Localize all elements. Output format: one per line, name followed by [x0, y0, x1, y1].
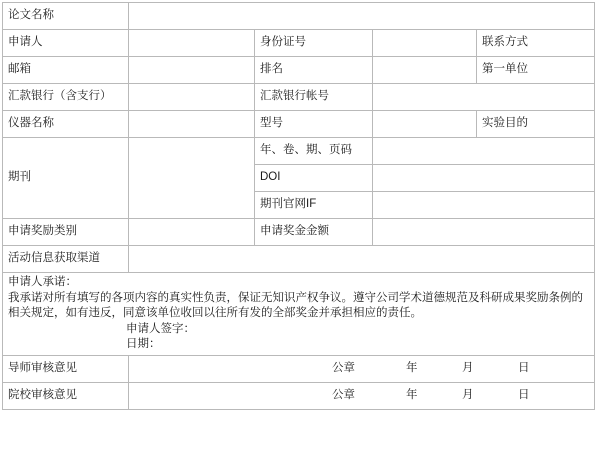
advisor-seal-label: 公章: [332, 361, 355, 374]
label-email: 邮箱: [3, 57, 129, 84]
label-id-number: 身份证号: [255, 30, 373, 57]
commitment-signature-label: 申请人签字：: [126, 322, 195, 335]
application-form-sheet: [2, 0, 598, 410]
institution-day-label: 日: [518, 388, 530, 401]
label-paper-title: 论文名称: [3, 3, 129, 30]
field-journal-if[interactable]: [373, 192, 595, 219]
commitment-block: [3, 273, 595, 356]
field-journal-year-volume[interactable]: [373, 138, 595, 165]
commitment-date-label: 日期：: [126, 338, 161, 351]
label-ranking: 排名: [255, 57, 373, 84]
field-instrument-name[interactable]: [129, 111, 255, 138]
approval-row-advisor: [3, 355, 595, 382]
field-model[interactable]: [373, 111, 477, 138]
table-row: [3, 111, 595, 138]
field-journal-doi[interactable]: [373, 165, 595, 192]
label-journal-year-volume: 年、卷、期、页码: [255, 138, 373, 165]
label-experiment-purpose: 实验目的: [477, 111, 595, 138]
table-row: [3, 57, 595, 84]
field-ranking[interactable]: [373, 57, 477, 84]
field-email[interactable]: [129, 57, 255, 84]
label-journal: 期刊: [3, 138, 129, 219]
label-advisor-opinion: 导师审核意见: [3, 355, 129, 382]
institution-month-label: 月: [462, 388, 474, 401]
label-model: 型号: [255, 111, 373, 138]
field-journal[interactable]: [129, 138, 255, 219]
label-applicant: 申请人: [3, 30, 129, 57]
label-award-amount: 申请奖金金额: [255, 219, 373, 246]
label-award-category: 申请奖励类别: [3, 219, 129, 246]
field-activity-channel[interactable]: [129, 246, 595, 273]
institution-year-label: 年: [406, 388, 418, 401]
label-contact: 联系方式: [477, 30, 595, 57]
advisor-seal-date-line: [134, 361, 589, 377]
table-row: [3, 30, 595, 57]
table-row: [3, 84, 595, 111]
field-paper-title[interactable]: [129, 3, 595, 30]
field-award-category[interactable]: [129, 219, 255, 246]
advisor-month-label: 月: [462, 361, 474, 374]
application-form-table: [2, 2, 595, 410]
label-activity-channel: 活动信息获取渠道: [3, 246, 129, 273]
label-remit-account: 汇款银行帐号: [255, 84, 373, 111]
advisor-day-label: 日: [518, 361, 530, 374]
approval-row-institution: [3, 382, 595, 409]
label-institution-opinion: 院校审核意见: [3, 382, 129, 409]
field-remit-account[interactable]: [373, 84, 595, 111]
label-first-unit: 第一单位: [477, 57, 595, 84]
field-institution-opinion[interactable]: [129, 382, 595, 409]
table-row: [3, 138, 595, 165]
commitment-row: [3, 273, 595, 356]
label-instrument-name: 仪器名称: [3, 111, 129, 138]
label-journal-doi: DOI: [255, 165, 373, 192]
table-row: [3, 219, 595, 246]
field-advisor-opinion[interactable]: [129, 355, 595, 382]
label-journal-if: 期刊官网IF: [255, 192, 373, 219]
label-remit-bank: 汇款银行（含支行）: [3, 84, 129, 111]
institution-seal-label: 公章: [332, 388, 355, 401]
field-id-number[interactable]: [373, 30, 477, 57]
field-applicant[interactable]: [129, 30, 255, 57]
advisor-year-label: 年: [406, 361, 418, 374]
commitment-body: 我承诺对所有填写的各项内容的真实性负责，保证无知识产权争议。遵守公司学术道德规范及科研成果奖励条例的相关规定，如有违反，同意该单位收回以往所有发的全部奖金并承担相应的责任。: [8, 291, 583, 320]
table-row: [3, 246, 595, 273]
commitment-title: 申请人承诺：: [8, 276, 77, 288]
institution-seal-date-line: [134, 388, 589, 404]
field-award-amount[interactable]: [373, 219, 595, 246]
table-row: [3, 3, 595, 30]
field-remit-bank[interactable]: [129, 84, 255, 111]
